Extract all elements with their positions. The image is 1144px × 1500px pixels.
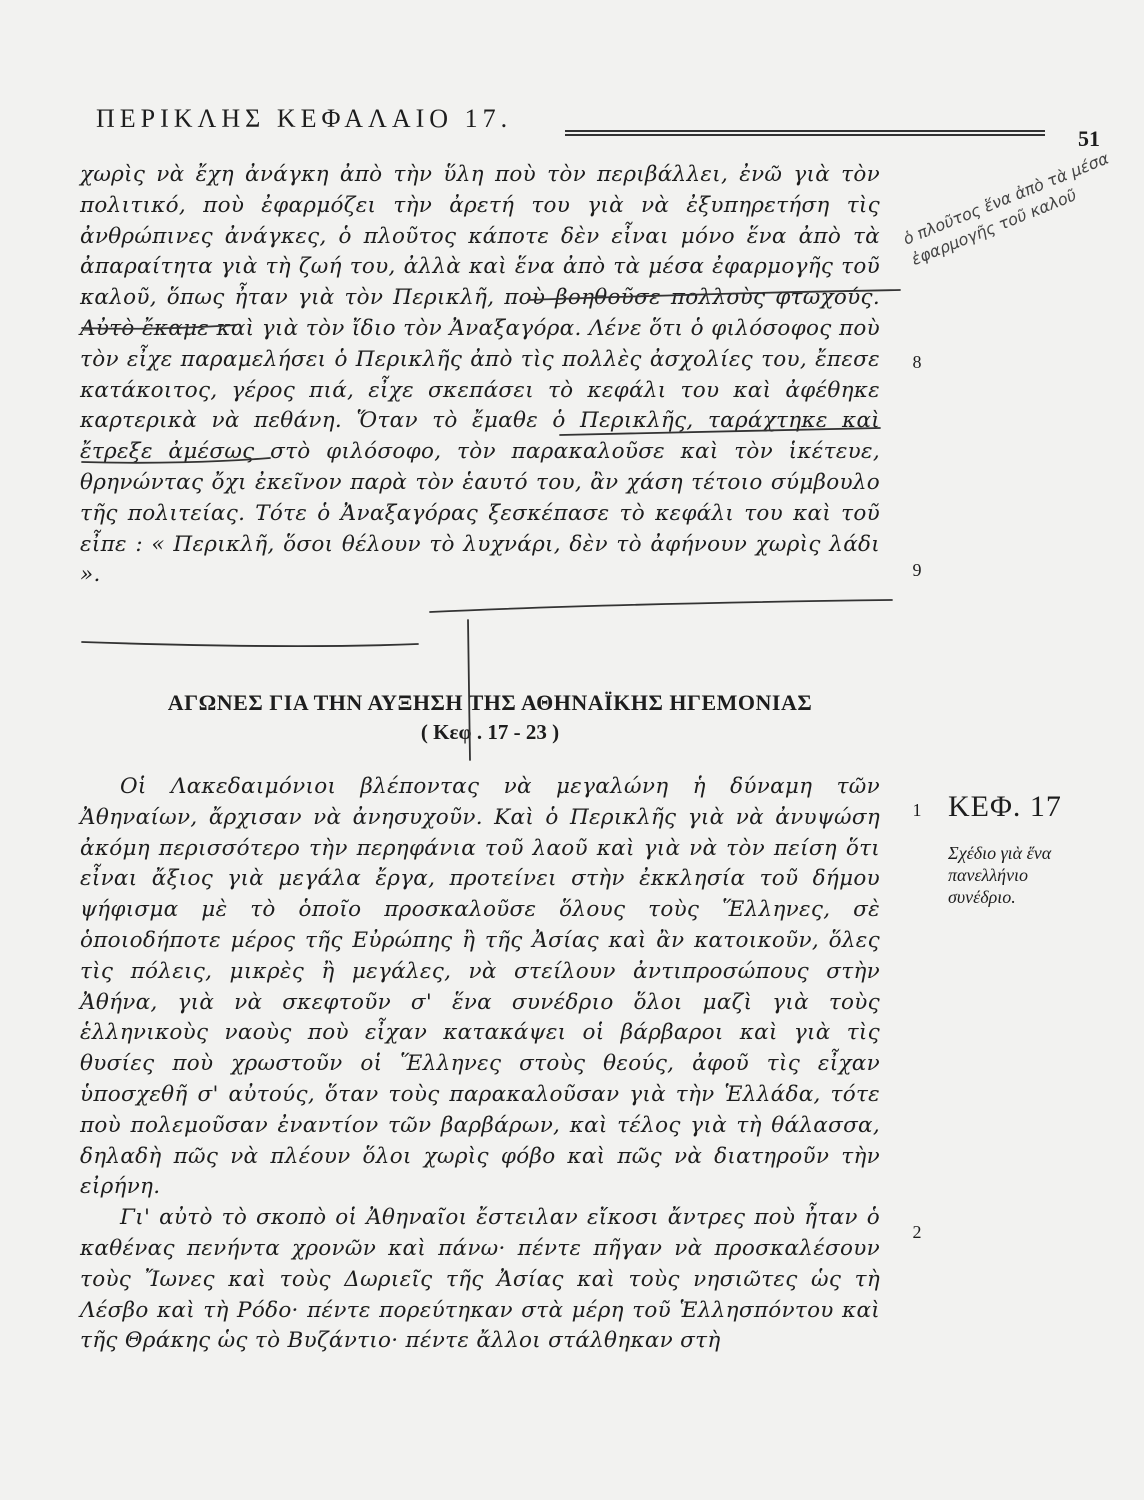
margin-number-8: 8 xyxy=(912,352,922,372)
paragraph-1-text: χωρὶς νὰ ἔχη ἀνάγκη ἀπὸ τὴν ὕλη ποὺ τὸν περιβάλλει, ἐνῶ γιὰ τὸν πολιτικό, ποὺ ἐφαρμόζει τὴν ἀρετή του γιὰ νὰ ἐξυπηρετήση τὶς ἀνθρώπινες ἀνάγκες, ὁ πλοῦτος κάποτε δὲν εἶναι μόνο ἕνα ἀπὸ τὰ ἀπαραίτητα γιὰ τὴ ζωή του, ἀλλὰ καὶ ἕνα ἀπὸ τὰ μέσα ἐφαρμογῆς τοῦ καλοῦ, ὅπως ἦταν γιὰ τὸν Περικλῆ, ποὺ βοηθοῦσε πολλοὺς φτωχούς. Αὐτὸ ἔκαμε καὶ γιὰ τὸν ἴδιο τὸν Ἀναξαγόρα. Λένε ὅτι ὁ φιλόσοφος ποὺ τὸν εἶχε παραμελήσει ὁ Περικλῆς ἀπὸ τὶς πολλὲς ἀσχολίες του, ἔπεσε κατάκοιτος, γέρος πιά, εἶχε σκεπάσει τὸ κεφάλι του καὶ ἀφέθηκε καρτερικὰ νὰ πεθάνη. Ὅταν τὸ ἔμαθε ὁ Περικλῆς, ταράχτηκε καὶ ἔτρεξε ἀμέσως στὸ φιλόσοφο, τὸν παρακαλοῦσε καὶ τὸν ἱκέτευε, θρηνώντας ὄχι ἐκεῖνον παρὰ τὸν ἑαυτό του, ἂν χάση τέτοιο σύμβουλο τῆς πολιτείας. Τότε ὁ Ἀναξαγόρας ξεσκέπασε τὸ κεφάλι του καὶ τοῦ εἶπε : « Περικλῆ, ὅσοι θέλουν τὸ λυχνάρι, δὲν τὸ ἀφήνουν χωρὶς λάδι ». xyxy=(80,162,880,588)
page-number: 51 xyxy=(1078,126,1100,151)
underline-mark xyxy=(82,642,418,646)
section-title: ΑΓΩΝΕΣ ΓΙΑ ΤΗΝ ΑΥΞΗΣΗ ΤΗΣ ΑΘΗΝΑΪΚΗΣ ΗΓΕΜΟΝΙΑΣ xyxy=(167,690,813,715)
margin-number-2: 2 xyxy=(912,1222,922,1242)
paragraph-2 xyxy=(80,772,880,1357)
margin-number-1: 1 xyxy=(912,800,922,820)
paragraph-3-text: Γι' αὐτὸ τὸ σκοπὸ οἱ Ἀθηναῖοι ἔστειλαν εἴκοσι ἄντρες ποὺ ἦταν ὁ καθένας πενήντα χρονῶν καὶ πάνω· πέντε πῆγαν νὰ προσκαλέσουν τοὺς Ἴωνες καὶ τοὺς Δωριεῖς τῆς Ἀσίας καὶ τοὺς νησιῶτες ὡς τὴ Λέσβο καὶ τὴ Ρόδο· πέντε πορεύτηκαν στὰ μέρη τοῦ Ἑλλησπόντου καὶ τῆς Θράκης ὡς τὸ Βυζάντιο· πέντε ἄλλοι στάλθηκαν στὴ xyxy=(80,1205,880,1354)
underline-mark xyxy=(430,600,892,612)
handwritten-margin-note: ὁ πλοῦτος ἕνα ἀπὸ τὰ μέσα ἐφαρμογῆς τοῦ καλοῦ xyxy=(900,148,1112,269)
running-title: ΠΕΡΙΚΛΗΣ ΚΕΦΑΛΑΙΟ 17. xyxy=(96,104,513,133)
margin-number-9: 9 xyxy=(912,560,922,580)
header-rule xyxy=(565,130,1045,136)
paragraph-2-text: Οἱ Λακεδαιμόνιοι βλέποντας νὰ μεγαλώνη ἡ δύναμη τῶν Ἀθηναίων, ἄρχισαν νὰ ἀνησυχοῦν. Καὶ ὁ Περικλῆς γιὰ νὰ ἀνυψώση ἀκόμη περισσότερο τὴν περηφάνια τοῦ λαοῦ καὶ γιὰ νὰ τὸν πείση ὅτι εἶναι ἄξιος γιὰ μεγάλα ἔργα, προτείνει στὴν ἐκκλησία τοῦ δήμου ψήφισμα μὲ τὸ ὁποῖο προσκαλοῦσε ὅλους τοὺς Ἕλληνες, σὲ ὁποιοδήποτε μέρος τῆς Εὐρώπης ἢ τῆς Ἀσίας καὶ ἂν κατοικοῦν, ὅλες τὶς πόλεις, μικρὲς ἢ μεγάλες, νὰ στείλουν ἀντιπροσώπους στὴν Ἀθήνα, γιὰ νὰ σκεφτοῦν σ' ἕνα συνέδριο ὅλοι μαζὶ γιὰ τοὺς ἑλληνικοὺς ναοὺς ποὺ εἶχαν κατακάψει οἱ βάρβαροι καὶ γιὰ τὶς θυσίες ποὺ χρωστοῦν οἱ Ἕλληνες στοὺς θεούς, ἀφοῦ τὶς εἶχαν ὑποσχεθῆ σ' αὐτούς, ὅταν τοὺς παρακαλοῦσαν γιὰ τὴν Ἑλλάδα, τότε ποὺ πολεμοῦσαν ἐναντίον τῶν βαρβάρων, καὶ τέλος γιὰ τὴ θάλασσα, δηλαδὴ πῶς νὰ πλέουν ὅλοι χωρὶς φόβο καὶ πῶς νὰ διατηροῦν τὴν εἰρήνη. xyxy=(80,774,880,1200)
chapter-label: ΚΕΦ. 17 xyxy=(948,790,1062,823)
section-subtitle: ( Κεφ . 17 - 23 ) xyxy=(420,720,560,744)
paragraph-1 xyxy=(80,160,880,591)
chapter-gloss: Σχέδιο γιὰ ἕνα πανελλήνιο συνέδριο. xyxy=(948,843,1052,907)
